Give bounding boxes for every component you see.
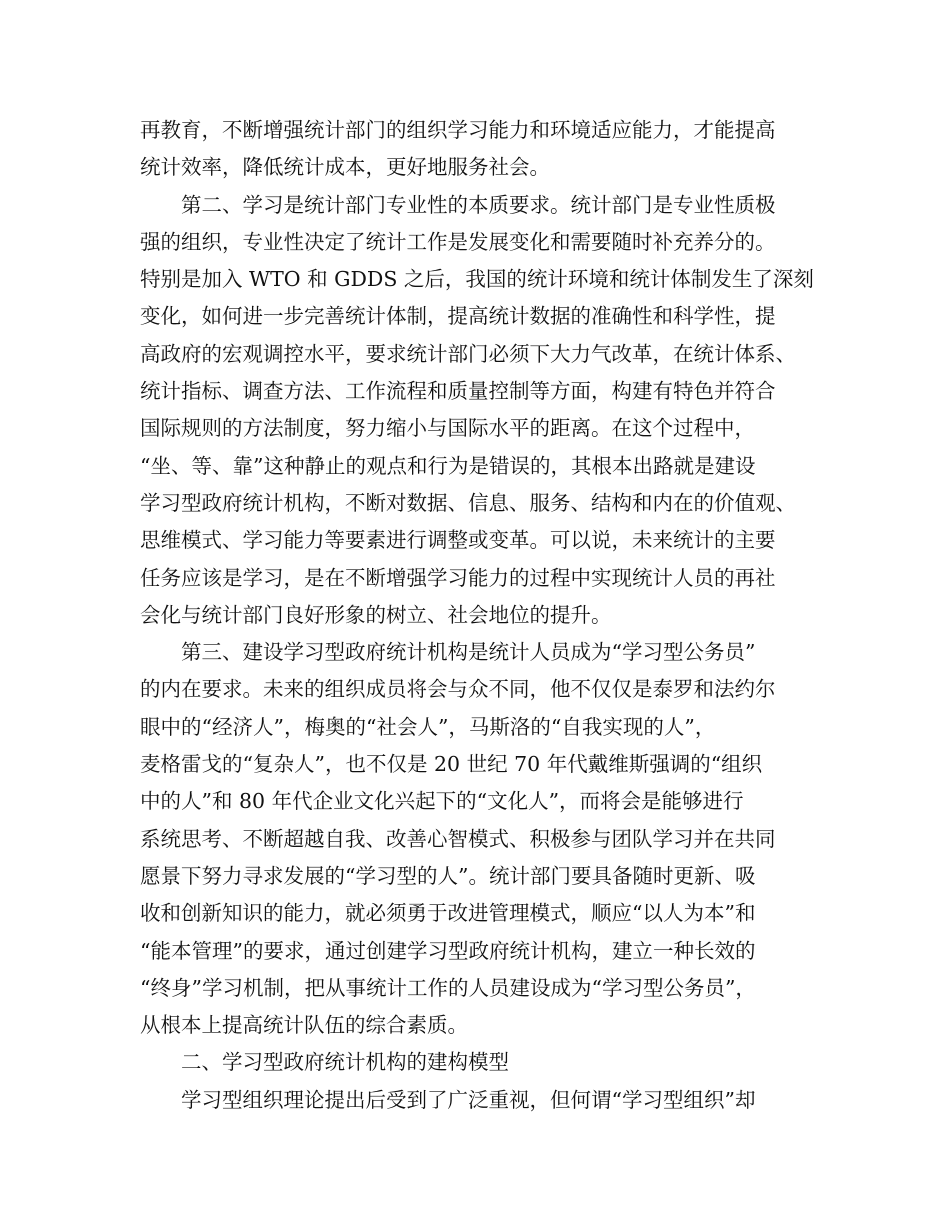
text-line: 从根本上提高统计队伍的综合素质。 <box>140 1013 468 1038</box>
text-line: 再教育，不断增强统计部门的组织学习能力和环境适应能力，才能提高 <box>140 118 776 142</box>
text-line: 的内在要求。未来的组织成员将会与众不同，他不仅仅是泰罗和法约尔 <box>140 677 776 702</box>
body-text <box>140 112 820 1119</box>
text-line: 特别是加入 WTO 和 GDDS 之后，我国的统计环境和统计体制发生了深刻 <box>140 267 814 292</box>
paragraph-start-line: 第二、学习是统计部门专业性的本质要求。统计部门是专业性质极 <box>181 192 776 217</box>
text-line: 愿景下努力寻求发展的“学习型的人”。统计部门要具备随时更新、吸 <box>140 863 756 888</box>
text-line: 收和创新知识的能力，就必须勇于改进管理模式，顺应“以人为本”和 <box>140 901 756 926</box>
text-line: 学习型政府统计机构，不断对数据、信息、服务、结构和内在的价值观、 <box>140 490 796 515</box>
text-line: 统计指标、调查方法、工作流程和质量控制等方面，构建有特色并符合 <box>140 379 776 404</box>
section-heading: 二、学习型政府统计机构的建构模型 <box>181 1050 509 1075</box>
text-line: 系统思考、不断超越自我、改善心智模式、积极参与团队学习并在共同 <box>140 826 776 851</box>
text-line: 高政府的宏观调控水平，要求统计部门必须下大力气改革，在统计体系、 <box>140 341 796 366</box>
text-line: 中的人”和 80 年代企业文化兴起下的“文化人”，而将会是能够进行 <box>140 789 744 814</box>
text-line: 强的组织，专业性决定了统计工作是发展变化和需要随时补充养分的。 <box>140 229 776 254</box>
text-line: 会化与统计部门良好形象的树立、社会地位的提升。 <box>140 602 612 627</box>
text-line: “终身”学习机制，把从事统计工作的人员建设成为“学习型公务员”， <box>140 975 756 1000</box>
text-line: “能本管理”的要求，通过创建学习型政府统计机构，建立一种长效的 <box>140 938 756 963</box>
text-line: “坐、等、靠”这种静止的观点和行为是错误的，其根本出路就是建设 <box>140 453 756 478</box>
text-line: 眼中的“经济人”，梅奥的“社会人”，马斯洛的“自我实现的人”， <box>140 714 716 739</box>
paragraph-start-line: 学习型组织理论提出后受到了广泛重视，但何谓“学习型组织”却 <box>181 1087 756 1112</box>
text-line: 统计效率，降低统计成本，更好地服务社会。 <box>140 155 550 180</box>
paragraph-start-line: 第三、建设学习型政府统计机构是统计人员成为“学习型公务员” <box>181 640 756 665</box>
text-line: 任务应该是学习，是在不断增强学习能力的过程中实现统计人员的再社 <box>140 565 776 590</box>
text-line: 国际规则的方法制度，努力缩小与国际水平的距离。在这个过程中， <box>140 416 755 441</box>
text-line: 思维模式、学习能力等要素进行调整或变革。可以说，未来统计的主要 <box>140 528 776 553</box>
text-line: 变化，如何进一步完善统计体制，提高统计数据的准确性和科学性，提 <box>140 304 776 329</box>
text-line: 麦格雷戈的“复杂人”，也不仅是 20 世纪 70 年代戴维斯强调的“组织 <box>140 752 763 777</box>
